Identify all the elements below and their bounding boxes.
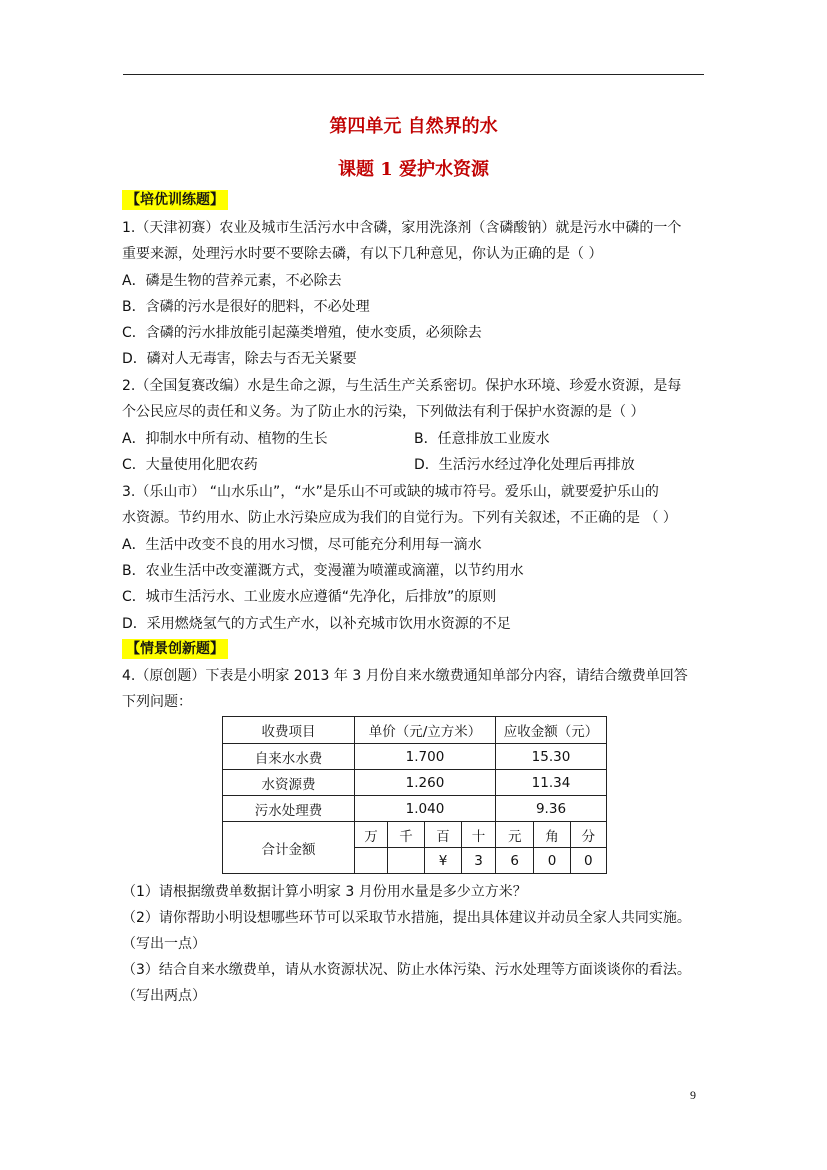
table-header-cell: 应收金额（元） [496, 717, 607, 744]
table-cell: 1.040 [355, 796, 496, 822]
table-header-row [223, 717, 607, 744]
digit-value [388, 848, 425, 874]
q4-sub2-line2: （写出一点） [122, 936, 206, 952]
fee-table [222, 716, 607, 874]
digit-value: 0 [534, 848, 570, 874]
lesson-title: 课题 1 爱护水资源 [337, 159, 490, 180]
table-header-cell: 单价（元/立方米） [355, 717, 496, 744]
q2-option-c: C．大量使用化肥农药 [122, 457, 258, 473]
digit-value: ¥ [425, 848, 462, 874]
q2-option-b: B．任意排放工业废水 [414, 431, 550, 447]
q4-stem-line2: 下列问题： [122, 694, 192, 710]
table-row [223, 796, 607, 822]
q2-option-d: D．生活污水经过净化处理后再排放 [414, 457, 635, 473]
q3-stem-line2: 水资源。节约用水、防止水污染应成为我们的自觉行为。下列有关叙述，不正确的是 （ ） [122, 510, 677, 526]
q3-option-c: C．城市生活污水、工业废水应遵循“先净化，后排放”的原则 [122, 589, 497, 605]
digit-header: 分 [570, 822, 606, 848]
digit-value [355, 848, 388, 874]
section-scenario-label: 【情景创新题】 [122, 639, 228, 659]
table-cell: 1.260 [355, 770, 496, 796]
q2-stem-line2: 个公民应尽的责任和义务。为了防止水的污染，下列做法有利于保护水资源的是（ ） [122, 404, 645, 420]
table-cell: 污水处理费 [223, 796, 355, 822]
digit-header: 百 [425, 822, 462, 848]
header-rule [123, 74, 704, 75]
section-practice-label: 【培优训练题】 [122, 190, 228, 210]
q4-sub1: （1）请根据缴费单数据计算小明家 3 月份用水量是多少立方米？ [122, 884, 527, 900]
table-row [223, 770, 607, 796]
table-cell: 1.700 [355, 744, 496, 770]
q1-stem-line2: 重要来源，处理污水时要不要除去磷，有以下几种意见，你认为正确的是（ ） [122, 246, 603, 262]
q4-stem-line1: 4.（原创题）下表是小明家 2013 年 3 月份自来水缴费通知单部分内容，请结合缴费单回答 [122, 668, 688, 684]
q1-option-a: A．磷是生物的营养元素，不必除去 [122, 273, 342, 289]
q1-option-c: C．含磷的污水排放能引起藻类增殖，使水变质，必须除去 [122, 325, 482, 341]
digit-value: 3 [462, 848, 496, 874]
digit-header: 十 [462, 822, 496, 848]
q1-option-d: D．磷对人无毒害，除去与否无关紧要 [122, 351, 357, 367]
q2-option-a: A．抑制水中所有动、植物的生长 [122, 431, 328, 447]
q3-stem-line1: 3.（乐山市） “山水乐山”，“水”是乐山不可或缺的城市符号。爱乐山，就要爱护乐山的 [122, 484, 659, 500]
q1-stem-line1: 1.（天津初赛）农业及城市生活污水中含磷，家用洗涤剂（含磷酸钠）就是污水中磷的一个 [122, 220, 682, 236]
digit-value: 6 [496, 848, 534, 874]
q4-sub3-line2: （写出两点） [122, 988, 206, 1004]
unit-title: 第四单元 自然界的水 [329, 116, 498, 137]
table-cell: 水资源费 [223, 770, 355, 796]
table-cell: 15.30 [496, 744, 607, 770]
q3-option-a: A．生活中改变不良的用水习惯，尽可能充分利用每一滴水 [122, 537, 482, 553]
digit-header: 万 [355, 822, 388, 848]
table-cell: 9.36 [496, 796, 607, 822]
digit-header: 角 [534, 822, 570, 848]
table-cell: 自来水水费 [223, 744, 355, 770]
total-label: 合计金额 [223, 822, 355, 874]
table-row [223, 744, 607, 770]
q2-stem-line1: 2.（全国复赛改编）水是生命之源，与生活生产关系密切。保护水环境、珍爱水资源，是每 [122, 378, 682, 394]
q4-sub2-line1: （2）请你帮助小明设想哪些环节可以采取节水措施，提出具体建议并动员全家人共同实施。 [122, 910, 691, 926]
digit-header: 千 [388, 822, 425, 848]
q3-option-d: D．采用燃烧氢气的方式生产水，以补充城市饮用水资源的不足 [122, 616, 511, 632]
digit-header: 元 [496, 822, 534, 848]
q4-sub3-line1: （3）结合自来水缴费单，请从水资源状况、防止水体污染、污水处理等方面谈谈你的看法。 [122, 962, 691, 978]
page-number: 9 [690, 1088, 696, 1102]
table-digit-header-row [223, 822, 607, 848]
table-header-cell: 收费项目 [223, 717, 355, 744]
q3-option-b: B．农业生活中改变灌溉方式，变漫灌为喷灌或滴灌，以节约用水 [122, 563, 524, 579]
table-cell: 11.34 [496, 770, 607, 796]
digit-value: 0 [570, 848, 606, 874]
q1-option-b: B．含磷的污水是很好的肥料，不必处理 [122, 299, 370, 315]
